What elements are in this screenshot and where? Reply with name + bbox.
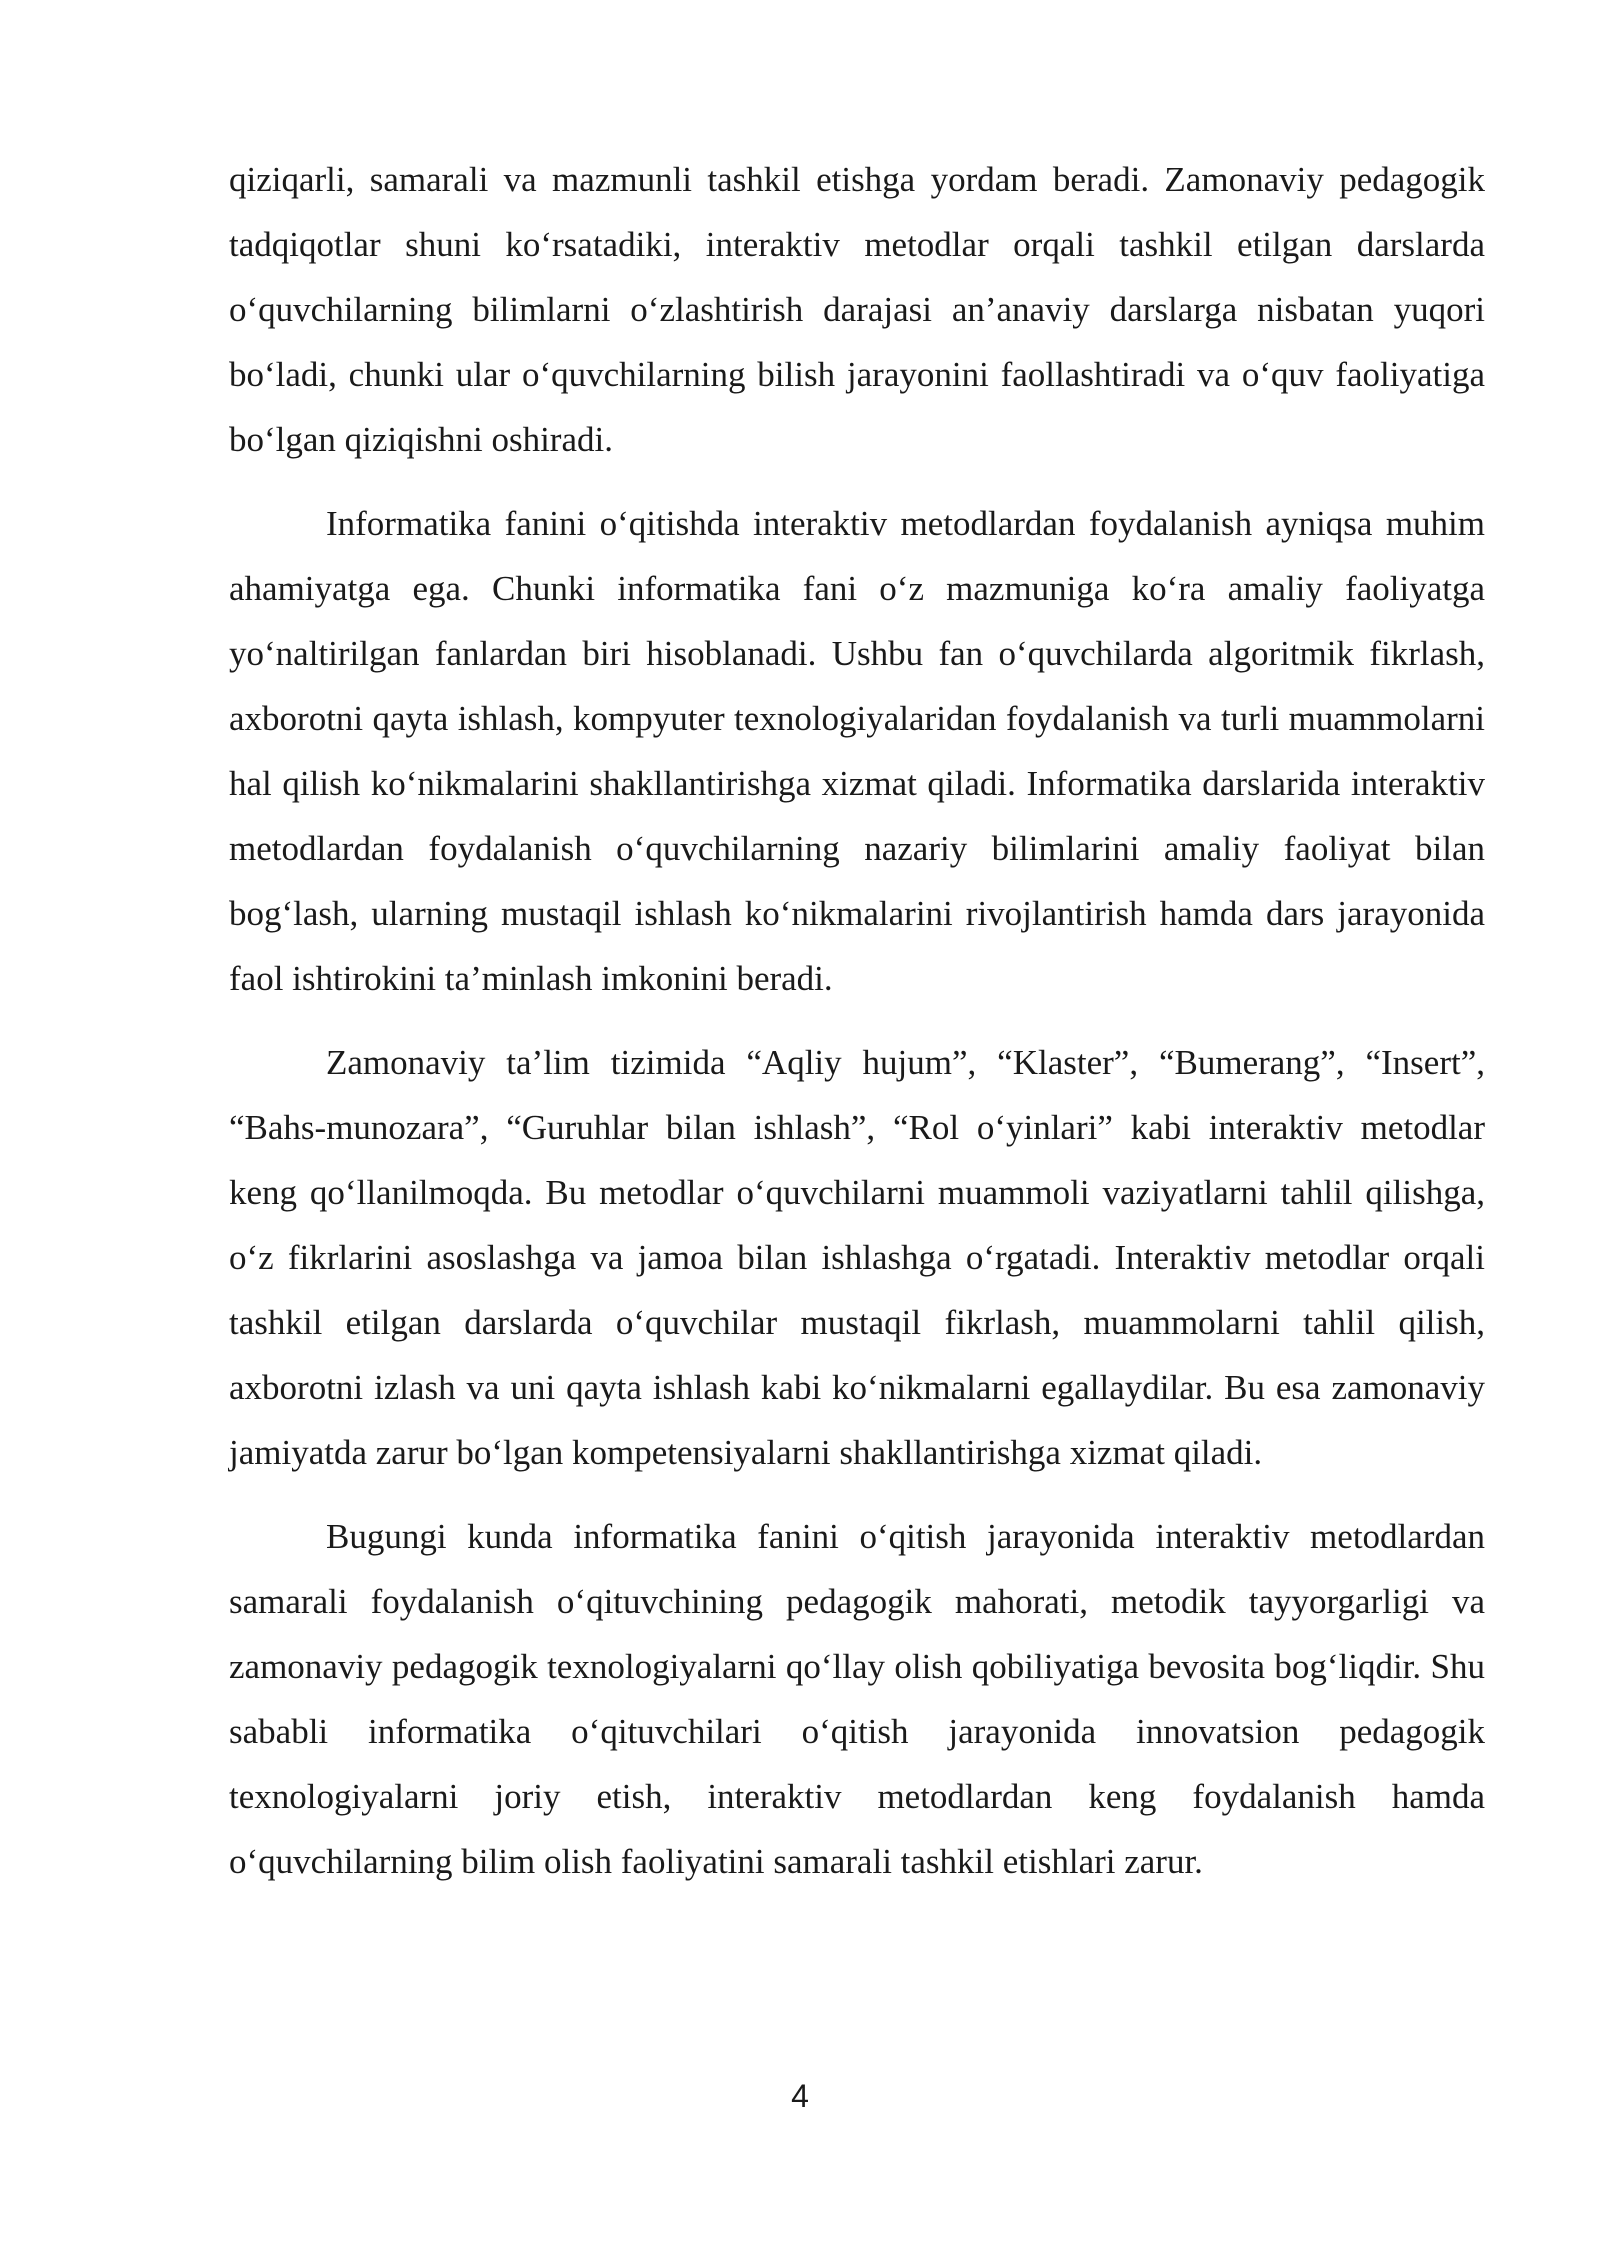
paragraph-4: Bugungi kunda informatika fanini o‘qitish jarayonida interaktiv metodlardan samarali foydalanish o‘qituvchining pedagogik mahorati, metodik tayyorgarligi va zamonaviy pedagogik texnologiyalarni qo‘llay olish qobiliyatiga bevosita bog‘liqdir. Shu sababli informatika o‘qituvchilari o‘qitish jarayonida innovatsion pedagogik texnologiyalarni joriy etish, interaktiv metodlardan keng foydalanish hamda o‘quvchilarning bilim olish faoliyatini samarali tashkil etishlari zarur. <box>229 1517 1485 1881</box>
page-number: 4 <box>791 2078 809 2114</box>
paragraph-1: qiziqarli, samarali va mazmunli tashkil etishga yordam beradi. Zamonaviy pedagogik tadqiqotlar shuni ko‘rsatadiki, interaktiv metodlar orqali tashkil etilgan darslarda o‘quvchilarning bilimlarni o‘zlashtirish darajasi an’anaviy darslarga nisbatan yuqori bo‘ladi, chunki ular o‘quvchilarning bilish jarayonini faollashtiradi va o‘quv faoliyatiga bo‘lgan qiziqishni oshiradi. <box>229 160 1485 459</box>
paragraph-2: Informatika fanini o‘qitishda interaktiv metodlardan foydalanish ayniqsa muhim ahamiyatga ega. Chunki informatika fani o‘z mazmuniga ko‘ra amaliy faoliyatga yo‘naltirilgan fanlardan biri hisoblanadi. Ushbu fan o‘quvchilarda algoritmik fikrlash, axborotni qayta ishlash, kompyuter texnologiyalaridan foydalanish va turli muammolarni hal qilish ko‘nikmalarini shakllantirishga xizmat qiladi. Informatika darslarida interaktiv metodlardan foydalanish o‘quvchilarning nazariy bilimlarini amaliy faoliyat bilan bog‘lash, ularning mustaqil ishlash ko‘nikmalarini rivojlantirish hamda dars jarayonida faol ishtirokini ta’minlash imkonini beradi. <box>229 504 1485 998</box>
paragraph-3: Zamonaviy ta’lim tizimida “Aqliy hujum”, “Klaster”, “Bumerang”, “Insert”, “Bahs-munozara”, “Guruhlar bilan ishlash”, “Rol o‘yinlari” kabi interaktiv metodlar keng qo‘llanilmoqda. Bu metodlar o‘quvchilarni muammoli vaziyatlarni tahlil qilishga, o‘z fikrlarini asoslashga va jamoa bilan ishlashga o‘rgatadi. Interaktiv metodlar orqali tashkil etilgan darslarda o‘quvchilar mustaqil fikrlash, muammolarni tahlil qilish, axborotni izlash va uni qayta ishlash kabi ko‘nikmalarni egallaydilar. Bu esa zamonaviy jamiyatda zarur bo‘lgan kompetensiyalarni shakllantirishga xizmat qiladi. <box>229 1043 1485 1472</box>
body-text <box>229 147 1485 1913</box>
